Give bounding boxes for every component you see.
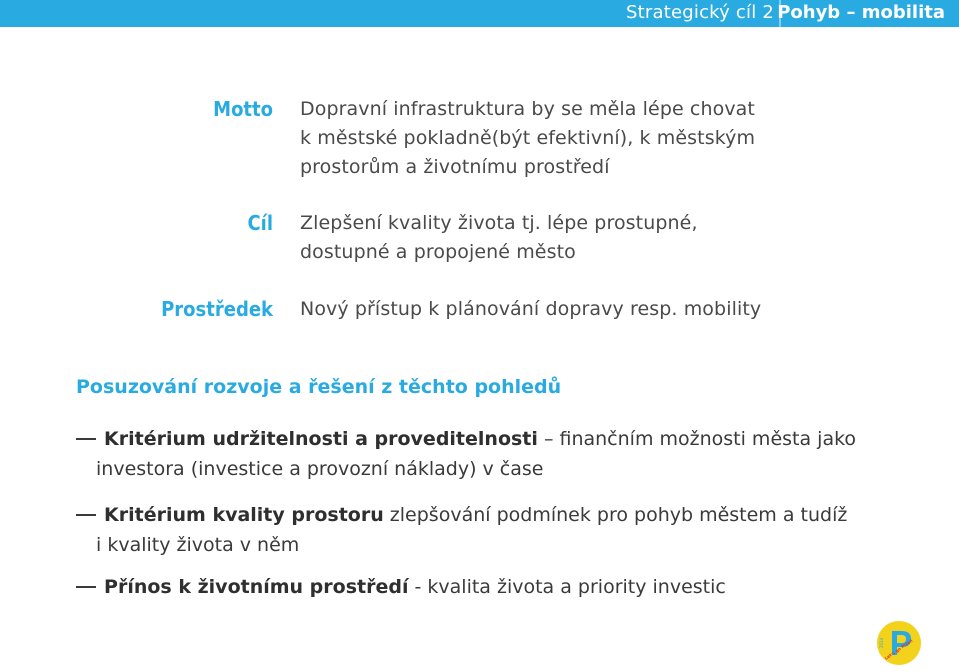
label-goal: Cíl (247, 211, 273, 235)
dash-icon (76, 586, 96, 588)
label-motto: Motto (213, 97, 273, 121)
header-topic: Pohyb – mobilita (777, 2, 945, 23)
value-means (300, 295, 940, 324)
bullet-continuation: investora (investice a provozní náklady) v čase (96, 458, 544, 480)
label-means: Prostředek (161, 297, 273, 321)
bullet-space-quality (76, 500, 936, 560)
goal-line: Zlepšení kvality života tj. lépe prostupné, (300, 212, 698, 234)
section-heading: Posuzování rozvoje a řešení z těchto pohledů (76, 376, 562, 398)
dash-icon (76, 514, 96, 516)
bullet-text: - kvalita života a priority investic (408, 576, 726, 598)
goal-line: dostupné a propojené město (300, 241, 576, 263)
means-line: Nový přístup k plánování dopravy resp. mobility (300, 298, 762, 320)
value-goal (300, 209, 940, 267)
bullet-bold: Kritérium udržitelnosti a proveditelnosti (104, 428, 538, 450)
bullet-text: – finančním možnosti města jako (537, 428, 857, 450)
header-strategic-goal: Strategický cíl 2 (626, 2, 774, 23)
bullet-bold: Přínos k životnímu prostředí (104, 576, 409, 598)
logo-year: 2014 (879, 637, 884, 648)
motto-line: k městské pokladně(být efektivní), k městským (300, 127, 756, 149)
bullet-continuation: i kvality života v něm (96, 534, 300, 556)
header-bar (0, 0, 959, 27)
value-motto (300, 95, 940, 182)
logo-text: Let's go Plzeň (883, 637, 914, 661)
lets-go-plzen-logo (876, 620, 922, 666)
bullet-bold: Kritérium kvality prostoru (104, 504, 384, 526)
bullet-text: zlepšování podmínek pro pohyb městem a tudíž (383, 504, 848, 526)
dash-icon (76, 438, 96, 440)
motto-line: Dopravní infrastruktura by se měla lépe chovat (300, 98, 755, 120)
bullet-environment (76, 572, 936, 602)
bullet-sustainability (76, 424, 936, 484)
motto-line: prostorům a životnímu prostředí (300, 156, 610, 178)
